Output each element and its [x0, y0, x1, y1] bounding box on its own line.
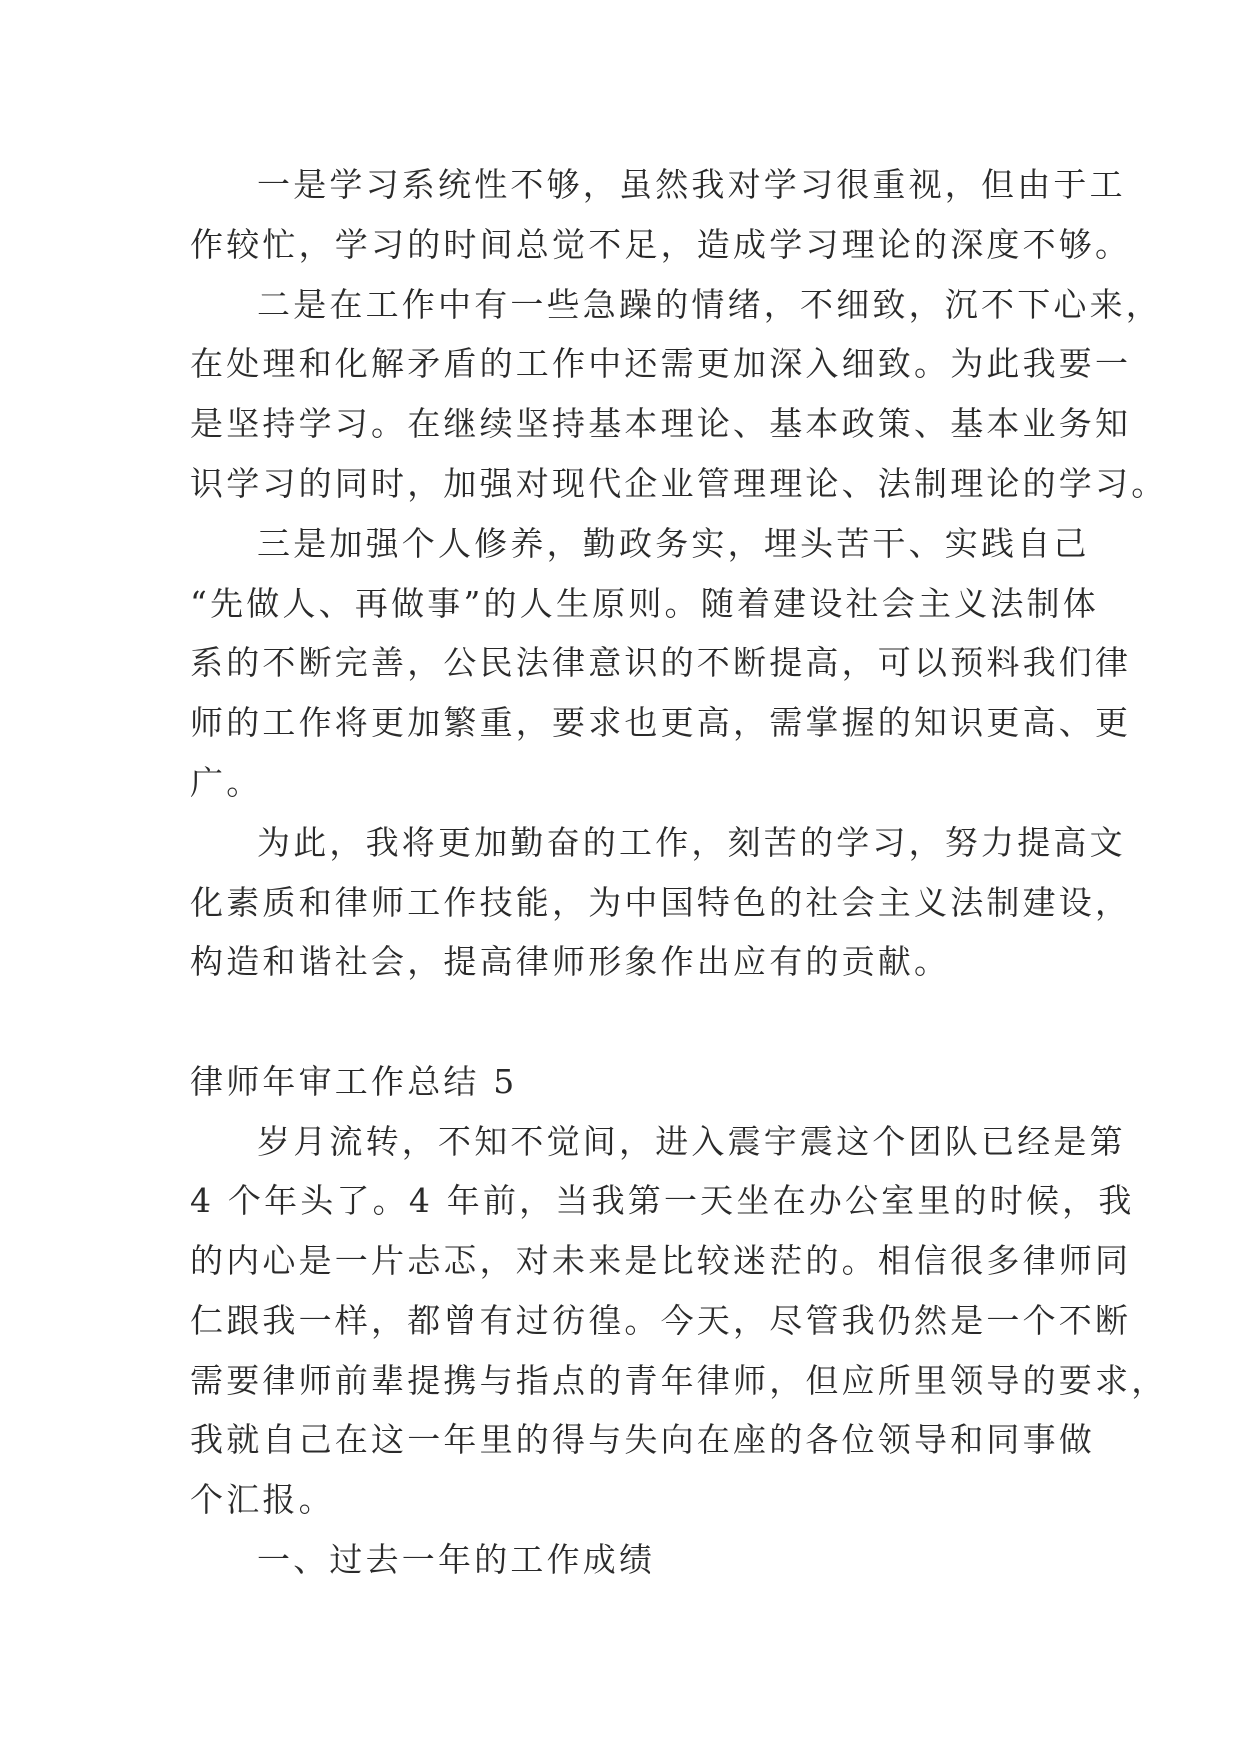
paragraph-line: 三是加强个人修养，勤政务实，埋头苦干、实践自己 [257, 524, 1090, 563]
paragraph-line: 构造和谐社会，提高律师形象作出应有的贡献。 [190, 942, 951, 981]
paragraph-line: 个汇报。 [190, 1480, 335, 1519]
paragraph-line: 4 个年头了。4 年前，当我第一天坐在办公室里的时候，我 [190, 1181, 1135, 1220]
paragraph-line: 广。 [190, 763, 263, 802]
paragraph-line: 的内心是一片忐忑，对未来是比较迷茫的。相信很多律师同 [190, 1241, 1132, 1280]
paragraph-line: 作较忙，学习的时间总觉不足，造成学习理论的深度不够。 [190, 225, 1132, 264]
paragraph-line: 我就自己在这一年里的得与失向在座的各位领导和同事做 [190, 1420, 1095, 1459]
paragraph-line: 二是在工作中有一些急躁的情绪，不细致，沉不下心来， [257, 285, 1162, 324]
paragraph-line: 需要律师前辈提携与指点的青年律师，但应所里领导的要求， [190, 1361, 1168, 1400]
paragraph-line: 岁月流转，不知不觉间，进入震宇震这个团队已经是第 [257, 1122, 1126, 1161]
paragraph-line: 在处理和化解矛盾的工作中还需更加深入细致。为此我要一 [190, 344, 1132, 383]
paragraph-line: 是坚持学习。在继续坚持基本理论、基本政策、基本业务知 [190, 404, 1132, 443]
paragraph-line: 化素质和律师工作技能，为中国特色的社会主义法制建设， [190, 883, 1132, 922]
paragraph-line: “先做人、再做事”的人生原则。随着建设社会主义法制体 [190, 584, 1099, 623]
paragraph-line: 系的不断完善，公民法律意识的不断提高，可以预料我们律 [190, 643, 1132, 682]
paragraph-line: 识学习的同时，加强对现代企业管理理论、法制理论的学习。 [190, 464, 1168, 503]
paragraph-line: 师的工作将更加繁重，要求也更高，需掌握的知识更高、更 [190, 703, 1132, 742]
section-title: 律师年审工作总结 5 [190, 1062, 518, 1101]
paragraph-line: 一是学习系统性不够，虽然我对学习很重视，但由于工 [257, 165, 1126, 204]
subheading: 一、过去一年的工作成绩 [257, 1540, 656, 1579]
paragraph-line: 为此，我将更加勤奋的工作，刻苦的学习，努力提高文 [257, 823, 1126, 862]
paragraph-line: 仁跟我一样，都曾有过彷徨。今天，尽管我仍然是一个不断 [190, 1301, 1132, 1340]
